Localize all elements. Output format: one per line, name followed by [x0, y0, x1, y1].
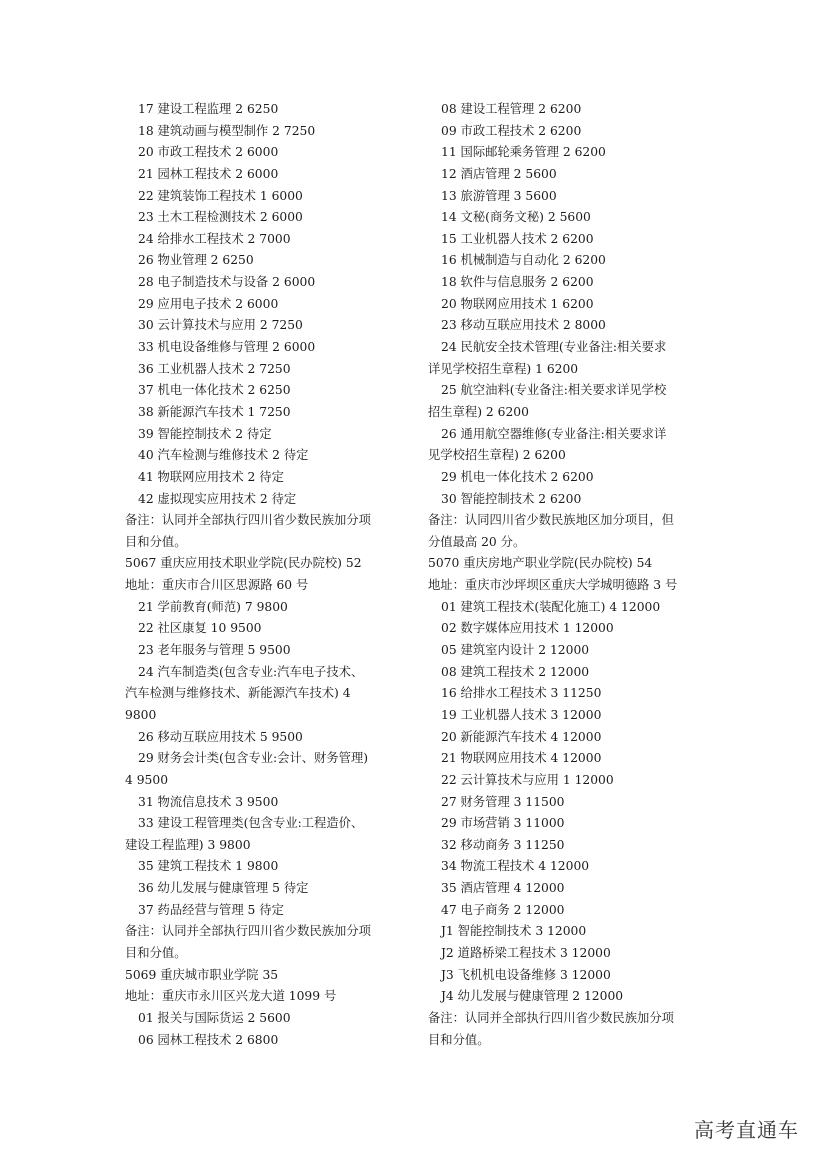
text-line: 目和分值。: [428, 1032, 490, 1047]
text-line: 12 酒店管理 2 5600: [441, 166, 557, 181]
text-line: 备注：认同四川省少数民族地区加分项目，但: [428, 513, 674, 528]
text-line: 01 建筑工程技术(装配化施工) 4 12000: [441, 599, 661, 614]
text-line: 13 旅游管理 3 5600: [441, 188, 557, 203]
text-line: 5069 重庆城市职业学院 35: [125, 967, 279, 982]
text-line: 29 财务会计类(包含专业:会计、财务管理): [138, 751, 369, 766]
text-line: 02 数字媒体应用技术 1 12000: [441, 621, 614, 636]
text-line: 20 新能源汽车技术 4 12000: [441, 729, 602, 744]
text-line: 35 建筑工程技术 1 9800: [138, 859, 279, 874]
text-line: 47 电子商务 2 12000: [441, 902, 565, 917]
text-line: J4 幼儿发展与健康管理 2 12000: [441, 989, 624, 1004]
text-line: 42 虚拟现实应用技术 2 待定: [138, 491, 297, 506]
text-line: 汽车检测与维修技术、新能源汽车技术) 4: [125, 686, 351, 701]
text-line: 23 移动互联应用技术 2 8000: [441, 318, 606, 333]
text-line: 24 给排水工程技术 2 7000: [138, 231, 291, 246]
text-line: 4 9500: [125, 772, 169, 787]
text-line: 分值最高 20 分。: [428, 534, 526, 549]
text-line: 见学校招生章程) 2 6200: [428, 448, 566, 463]
text-line: 37 机电一体化技术 2 6250: [138, 383, 291, 398]
text-line: 28 电子制造技术与设备 2 6000: [138, 275, 316, 290]
text-line: 27 财务管理 3 11500: [441, 794, 565, 809]
text-line: 目和分值。: [125, 945, 187, 960]
text-line: J1 智能控制技术 3 12000: [441, 924, 587, 939]
text-line: 11 国际邮轮乘务管理 2 6200: [441, 145, 606, 160]
text-line: 30 云计算技术与应用 2 7250: [138, 318, 303, 333]
text-line: 41 物联网应用技术 2 待定: [138, 469, 284, 484]
text-line: 16 给排水工程技术 3 11250: [441, 686, 602, 701]
text-line: 23 老年服务与管理 5 9500: [138, 643, 291, 658]
text-line: 21 园林工程技术 2 6000: [138, 166, 279, 181]
text-line: 26 移动互联应用技术 5 9500: [138, 729, 303, 744]
text-line: 19 工业机器人技术 3 12000: [441, 707, 602, 722]
text-line: 29 机电一体化技术 2 6200: [441, 469, 594, 484]
text-line: 29 应用电子技术 2 6000: [138, 296, 279, 311]
text-line: 08 建筑工程技术 2 12000: [441, 664, 590, 679]
text-line: 36 幼儿发展与健康管理 5 待定: [138, 881, 309, 896]
text-line: 08 建设工程管理 2 6200: [441, 102, 582, 116]
text-line: 21 学前教育(师范) 7 9800: [138, 599, 288, 614]
text-line: 详见学校招生章程) 1 6200: [428, 361, 579, 376]
text-line: 21 物联网应用技术 4 12000: [441, 751, 602, 766]
text-line: 9800: [125, 707, 157, 722]
text-line: 5070 重庆房地产职业学院(民办院校) 54: [428, 556, 653, 571]
right-column: [428, 99, 713, 1051]
text-line: 目和分值。: [125, 534, 187, 549]
text-line: 20 物联网应用技术 1 6200: [441, 296, 594, 311]
text-line: 15 工业机器人技术 2 6200: [441, 231, 594, 246]
text-line: 39 智能控制技术 2 待定: [138, 426, 272, 441]
text-line: 32 移动商务 3 11250: [441, 837, 565, 852]
text-line: 38 新能源汽车技术 1 7250: [138, 404, 291, 419]
text-line: 建设工程监理) 3 9800: [125, 837, 251, 852]
text-line: 招生章程) 2 6200: [428, 404, 529, 419]
text-line: J2 道路桥梁工程技术 3 12000: [441, 945, 611, 960]
text-line: 22 云计算技术与应用 1 12000: [441, 772, 614, 787]
text-line: 23 土木工程检测技术 2 6000: [138, 210, 303, 225]
text-line: 备注：认同并全部执行四川省少数民族加分项: [125, 924, 371, 939]
text-line: 31 物流信息技术 3 9500: [138, 794, 279, 809]
text-line: 地址：重庆市合川区思源路 60 号: [125, 578, 309, 593]
text-line: 40 汽车检测与维修技术 2 待定: [138, 448, 309, 463]
text-line: 地址：重庆市永川区兴龙大道 1099 号: [125, 989, 337, 1004]
left-column: [125, 99, 410, 1051]
text-line: 06 园林工程技术 2 6800: [138, 1032, 279, 1047]
text-line: 01 报关与国际货运 2 5600: [138, 1010, 291, 1025]
text-line: 24 汽车制造类(包含专业:汽车电子技术、: [138, 664, 364, 679]
text-line: 22 建筑装饰工程技术 1 6000: [138, 188, 303, 203]
text-line: 26 通用航空器维修(专业备注:相关要求详: [441, 426, 667, 441]
text-line: 20 市政工程技术 2 6000: [138, 145, 279, 160]
text-line: 35 酒店管理 4 12000: [441, 881, 565, 896]
text-line: 地址：重庆市沙坪坝区重庆大学城明德路 3 号: [428, 578, 678, 593]
text-line: J3 飞机机电设备维修 3 12000: [441, 967, 611, 982]
text-line: 33 机电设备维修与管理 2 6000: [138, 340, 316, 355]
text-line: 33 建设工程管理类(包含专业:工程造价、: [138, 816, 364, 831]
text-line: 18 建筑动画与模型制作 2 7250: [138, 123, 316, 138]
text-line: 5067 重庆应用技术职业学院(民办院校) 52: [125, 556, 362, 571]
text-line: 24 民航安全技术管理(专业备注:相关要求: [441, 340, 667, 355]
text-line: 16 机械制造与自动化 2 6200: [441, 253, 606, 268]
text-line: 37 药品经营与管理 5 待定: [138, 902, 284, 917]
text-line: 备注：认同并全部执行四川省少数民族加分项: [428, 1010, 674, 1025]
watermark: 高考直通车: [694, 1118, 799, 1142]
text-line: 34 物流工程技术 4 12000: [441, 859, 590, 874]
text-line: 备注：认同并全部执行四川省少数民族加分项: [125, 513, 371, 528]
text-line: 09 市政工程技术 2 6200: [441, 123, 582, 138]
text-line: 17 建设工程监理 2 6250: [138, 102, 279, 116]
text-line: 36 工业机器人技术 2 7250: [138, 361, 291, 376]
text-line: 25 航空油料(专业备注:相关要求详见学校: [441, 383, 667, 398]
text-line: 05 建筑室内设计 2 12000: [441, 643, 590, 658]
text-line: 14 文秘(商务文秘) 2 5600: [441, 210, 591, 225]
text-line: 22 社区康复 10 9500: [138, 621, 262, 636]
text-line: 18 软件与信息服务 2 6200: [441, 275, 594, 290]
text-line: 30 智能控制技术 2 6200: [441, 491, 582, 506]
text-line: 26 物业管理 2 6250: [138, 253, 254, 268]
text-line: 29 市场营销 3 11000: [441, 816, 565, 831]
